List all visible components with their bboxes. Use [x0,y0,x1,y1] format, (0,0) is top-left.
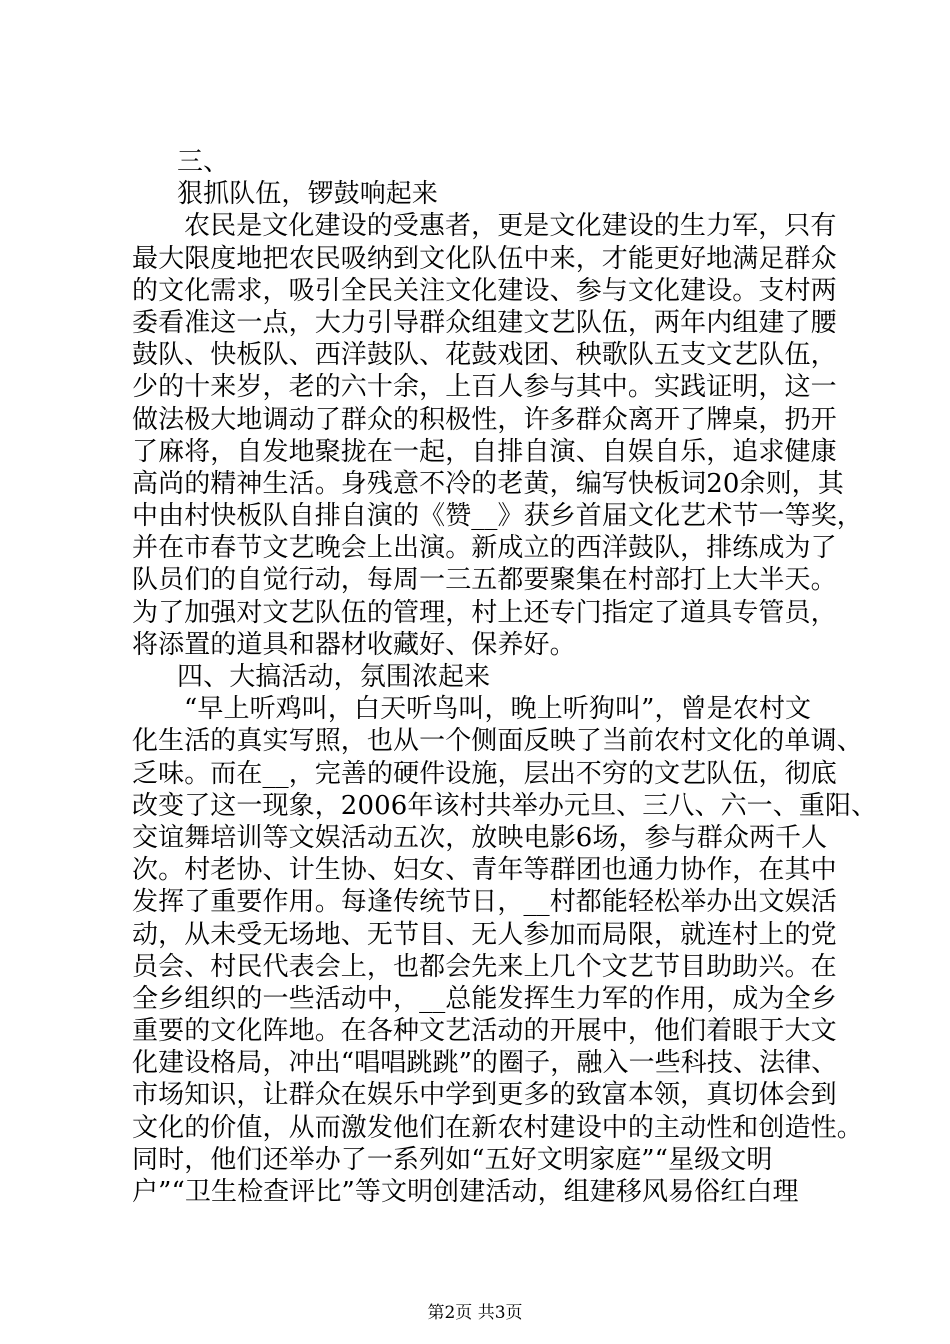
paragraph-line: 员会、村民代表会上，也都会先来上几个文艺节目助助兴。在 [132,951,837,982]
paragraph-line: 最大限度地把农民吸纳到文化队伍中来，才能更好地满足群众 [132,243,837,274]
paragraph-line: 文化的价值，从而激发他们在新农村建设中的主动性和创造性。 [132,1112,863,1143]
paragraph-line: 化建设格局，冲出“唱唱跳跳”的圈子，融入一些科技、法律、 [132,1048,838,1079]
paragraph-line: 化生活的真实写照，也从一个侧面反映了当前农村文化的单调、 [132,726,863,757]
paragraph-line: 了麻将，自发地聚拢在一起，自排自演、自娱自乐，追求健康 [132,436,837,467]
paragraph-line: 鼓队、快板队、西洋鼓队、花鼓戏团、秧歌队五支文艺队伍， [132,340,837,371]
paragraph-line: 交谊舞培训等文娱活动五次，放映电影6场，参与群众两千人 [132,822,828,853]
paragraph-line: 高尚的精神生活。身残意不冷的老黄，编写快板词20余则，其 [132,468,844,499]
paragraph-line: 并在市春节文艺晚会上出演。新成立的西洋鼓队，排练成为了 [132,533,837,564]
section-heading: 四、大搞活动，氛围浓起来 [177,662,491,692]
paragraph-line: 队员们的自觉行动，每周一三五都要聚集在村部打上大半天。 [132,565,837,596]
paragraph-line: 将添置的道具和器材收藏好、保养好。 [132,629,576,660]
paragraph-line: 的文化需求，吸引全民关注文化建设、参与文化建设。支村两 [132,275,837,306]
paragraph-line: 乏味。而在__，完善的硬件设施，层出不穷的文艺队伍，彻底 [132,758,837,789]
paragraph-line: 市场知识，让群众在娱乐中学到更多的致富本领，真切体会到 [132,1080,837,1111]
paragraph-line: 发挥了重要作用。每逢传统节日，__村都能轻松举办出文娱活 [132,887,837,918]
section-heading: 狠抓队伍，锣鼓响起来 [177,179,439,210]
paragraph-line: 户”“卫生检查评比”等文明创建活动，组建移风易俗红白理 [132,1177,799,1207]
paragraph-line: 全乡组织的一些活动中，__总能发挥生力军的作用，成为全乡 [132,983,837,1014]
page-number-footer: 第2页 共3页 [427,1303,523,1323]
section-number: 三、 [177,147,230,177]
paragraph-line: 为了加强对文艺队伍的管理，村上还专门指定了道具专管员， [132,597,837,628]
paragraph-line: 中由村快板队自排自演的《赞__》获乡首届文化艺术节一等奖， [132,501,863,532]
paragraph-line: 少的十来岁，老的六十余，上百人参与其中。实践证明，这一 [132,372,837,403]
paragraph-line: 次。村老协、计生协、妇女、青年等群团也通力协作，在其中 [132,855,837,886]
paragraph-line: 农民是文化建设的受惠者，更是文化建设的生力军，只有 [184,211,837,242]
paragraph-line: 做法极大地调动了群众的积极性，许多群众离开了牌桌，扔开 [132,404,837,435]
paragraph-line: 同时，他们还举办了一系列如“五好文明家庭”“星级文明 [132,1144,773,1175]
document-body [132,146,878,1208]
paragraph-line: “早上听鸡叫，白天听鸟叫，晚上听狗叫”，曾是农村文 [184,694,812,725]
paragraph-line: 改变了这一现象，2006年该村共举办元旦、三八、六一、重阳、 [132,790,878,821]
paragraph-line: 动，从未受无场地、无节目、无人参加而局限，就连村上的党 [132,919,837,950]
paragraph-line: 重要的文化阵地。在各种文艺活动的开展中，他们着眼于大文 [132,1016,837,1047]
paragraph-line: 委看准这一点，大力引导群众组建文艺队伍，两年内组建了腰 [132,307,837,338]
